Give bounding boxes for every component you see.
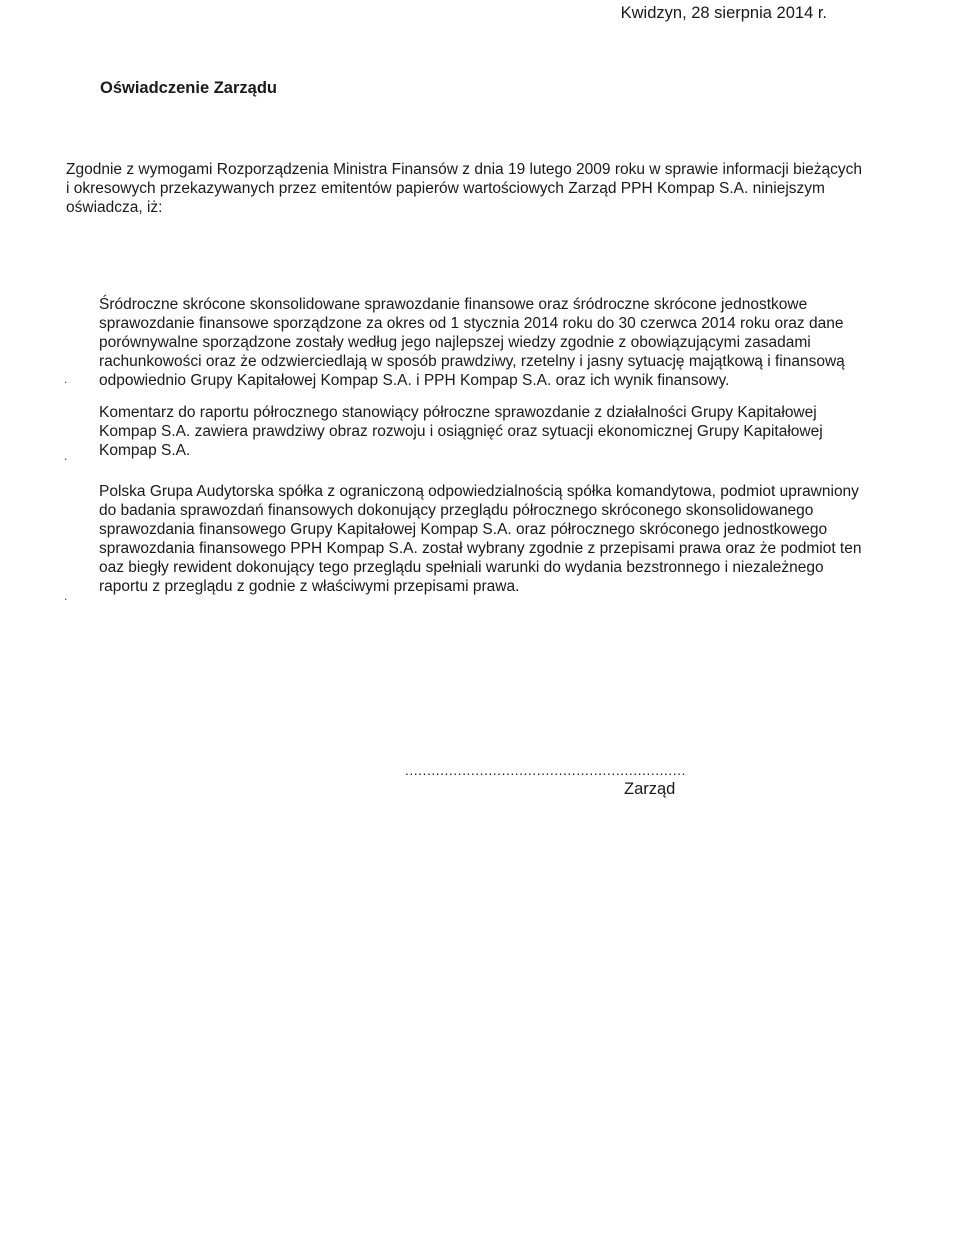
statement-line: Kompap S.A. — [99, 442, 191, 459]
document-title: Oświadczenie Zarządu — [100, 79, 277, 97]
statement-line: rachunkowości oraz że odzwierciedlają w sposób prawdziwy, rzetelny i jasny sytuację majątkową i finansową — [99, 353, 845, 370]
statement-line: do badania sprawozdań finansowych dokonujący przeglądu półrocznego skróconego skonsolidowanego — [99, 502, 814, 519]
statement-line: Komentarz do raportu półrocznego stanowiący półroczne sprawozdanie z działalności Grupy Kapitałowej — [99, 404, 817, 421]
signature-label: Zarząd — [624, 780, 676, 798]
statement-financial-reports — [99, 295, 869, 390]
statement-line: Polska Grupa Audytorska spółka z ograniczoną odpowiedzialnością spółka komandytowa, podmiot uprawniony — [99, 483, 859, 500]
statement-auditor-selection — [99, 482, 869, 596]
statement-line: sprawozdanie finansowe sporządzone za okres od 1 stycznia 2014 roku do 30 czerwca 2014 roku oraz dane — [99, 315, 844, 332]
statement-line: odpowiednio Grupy Kapitałowej Kompap S.A. i PPH Kompap S.A. oraz ich wynik finansowy. — [99, 372, 730, 389]
statement-line: sprawozdania finansowego PPH Kompap S.A. został wybrany zgodnie z przepisami prawa oraz że podmiot ten — [99, 540, 862, 557]
statement-line: sprawozdania finansowego Grupy Kapitałowej Kompap S.A. oraz półrocznego skróconego jednostkowego — [99, 521, 828, 538]
statement-line: porównywalne sporządzone zostały według jego najlepszej wiedzy zgodnie z obowiązującymi zasadami — [99, 334, 811, 351]
statement-line: raportu z przeglądu z godnie z właściwymi przepisami prawa. — [99, 578, 520, 595]
statement-line: oaz biegły rewident dokonujący tego przeglądu spełniali warunki do wydania bezstronnego i niezależnego — [99, 559, 824, 576]
intro-line: Zgodnie z wymogami Rozporządzenia Ministra Finansów z dnia 19 lutego 2009 roku w sprawie informacji bieżących — [66, 161, 863, 178]
intro-line: oświadcza, iż: — [66, 199, 163, 216]
statement-line: Kompap S.A. zawiera prawdziwy obraz rozwoju i osiągnięć oraz sytuacji ekonomicznej Grupy Kapitałowej — [99, 423, 823, 440]
bullet-marker: . — [64, 372, 68, 386]
bullet-marker: . — [64, 589, 68, 603]
statement-management-commentary — [99, 403, 869, 460]
statement-line: Śródroczne skrócone skonsolidowane sprawozdanie finansowe oraz śródroczne skrócone jednostkowe — [99, 296, 808, 313]
bullet-marker: . — [64, 449, 68, 463]
intro-line: i okresowych przekazywanych przez emitentów papierów wartościowych Zarząd PPH Kompap S.A. niniejszym — [66, 180, 825, 197]
signature-dotted-line: ................................................................ — [405, 762, 686, 778]
place-date: Kwidzyn, 28 sierpnia 2014 r. — [620, 4, 827, 22]
intro-paragraph — [66, 160, 863, 217]
